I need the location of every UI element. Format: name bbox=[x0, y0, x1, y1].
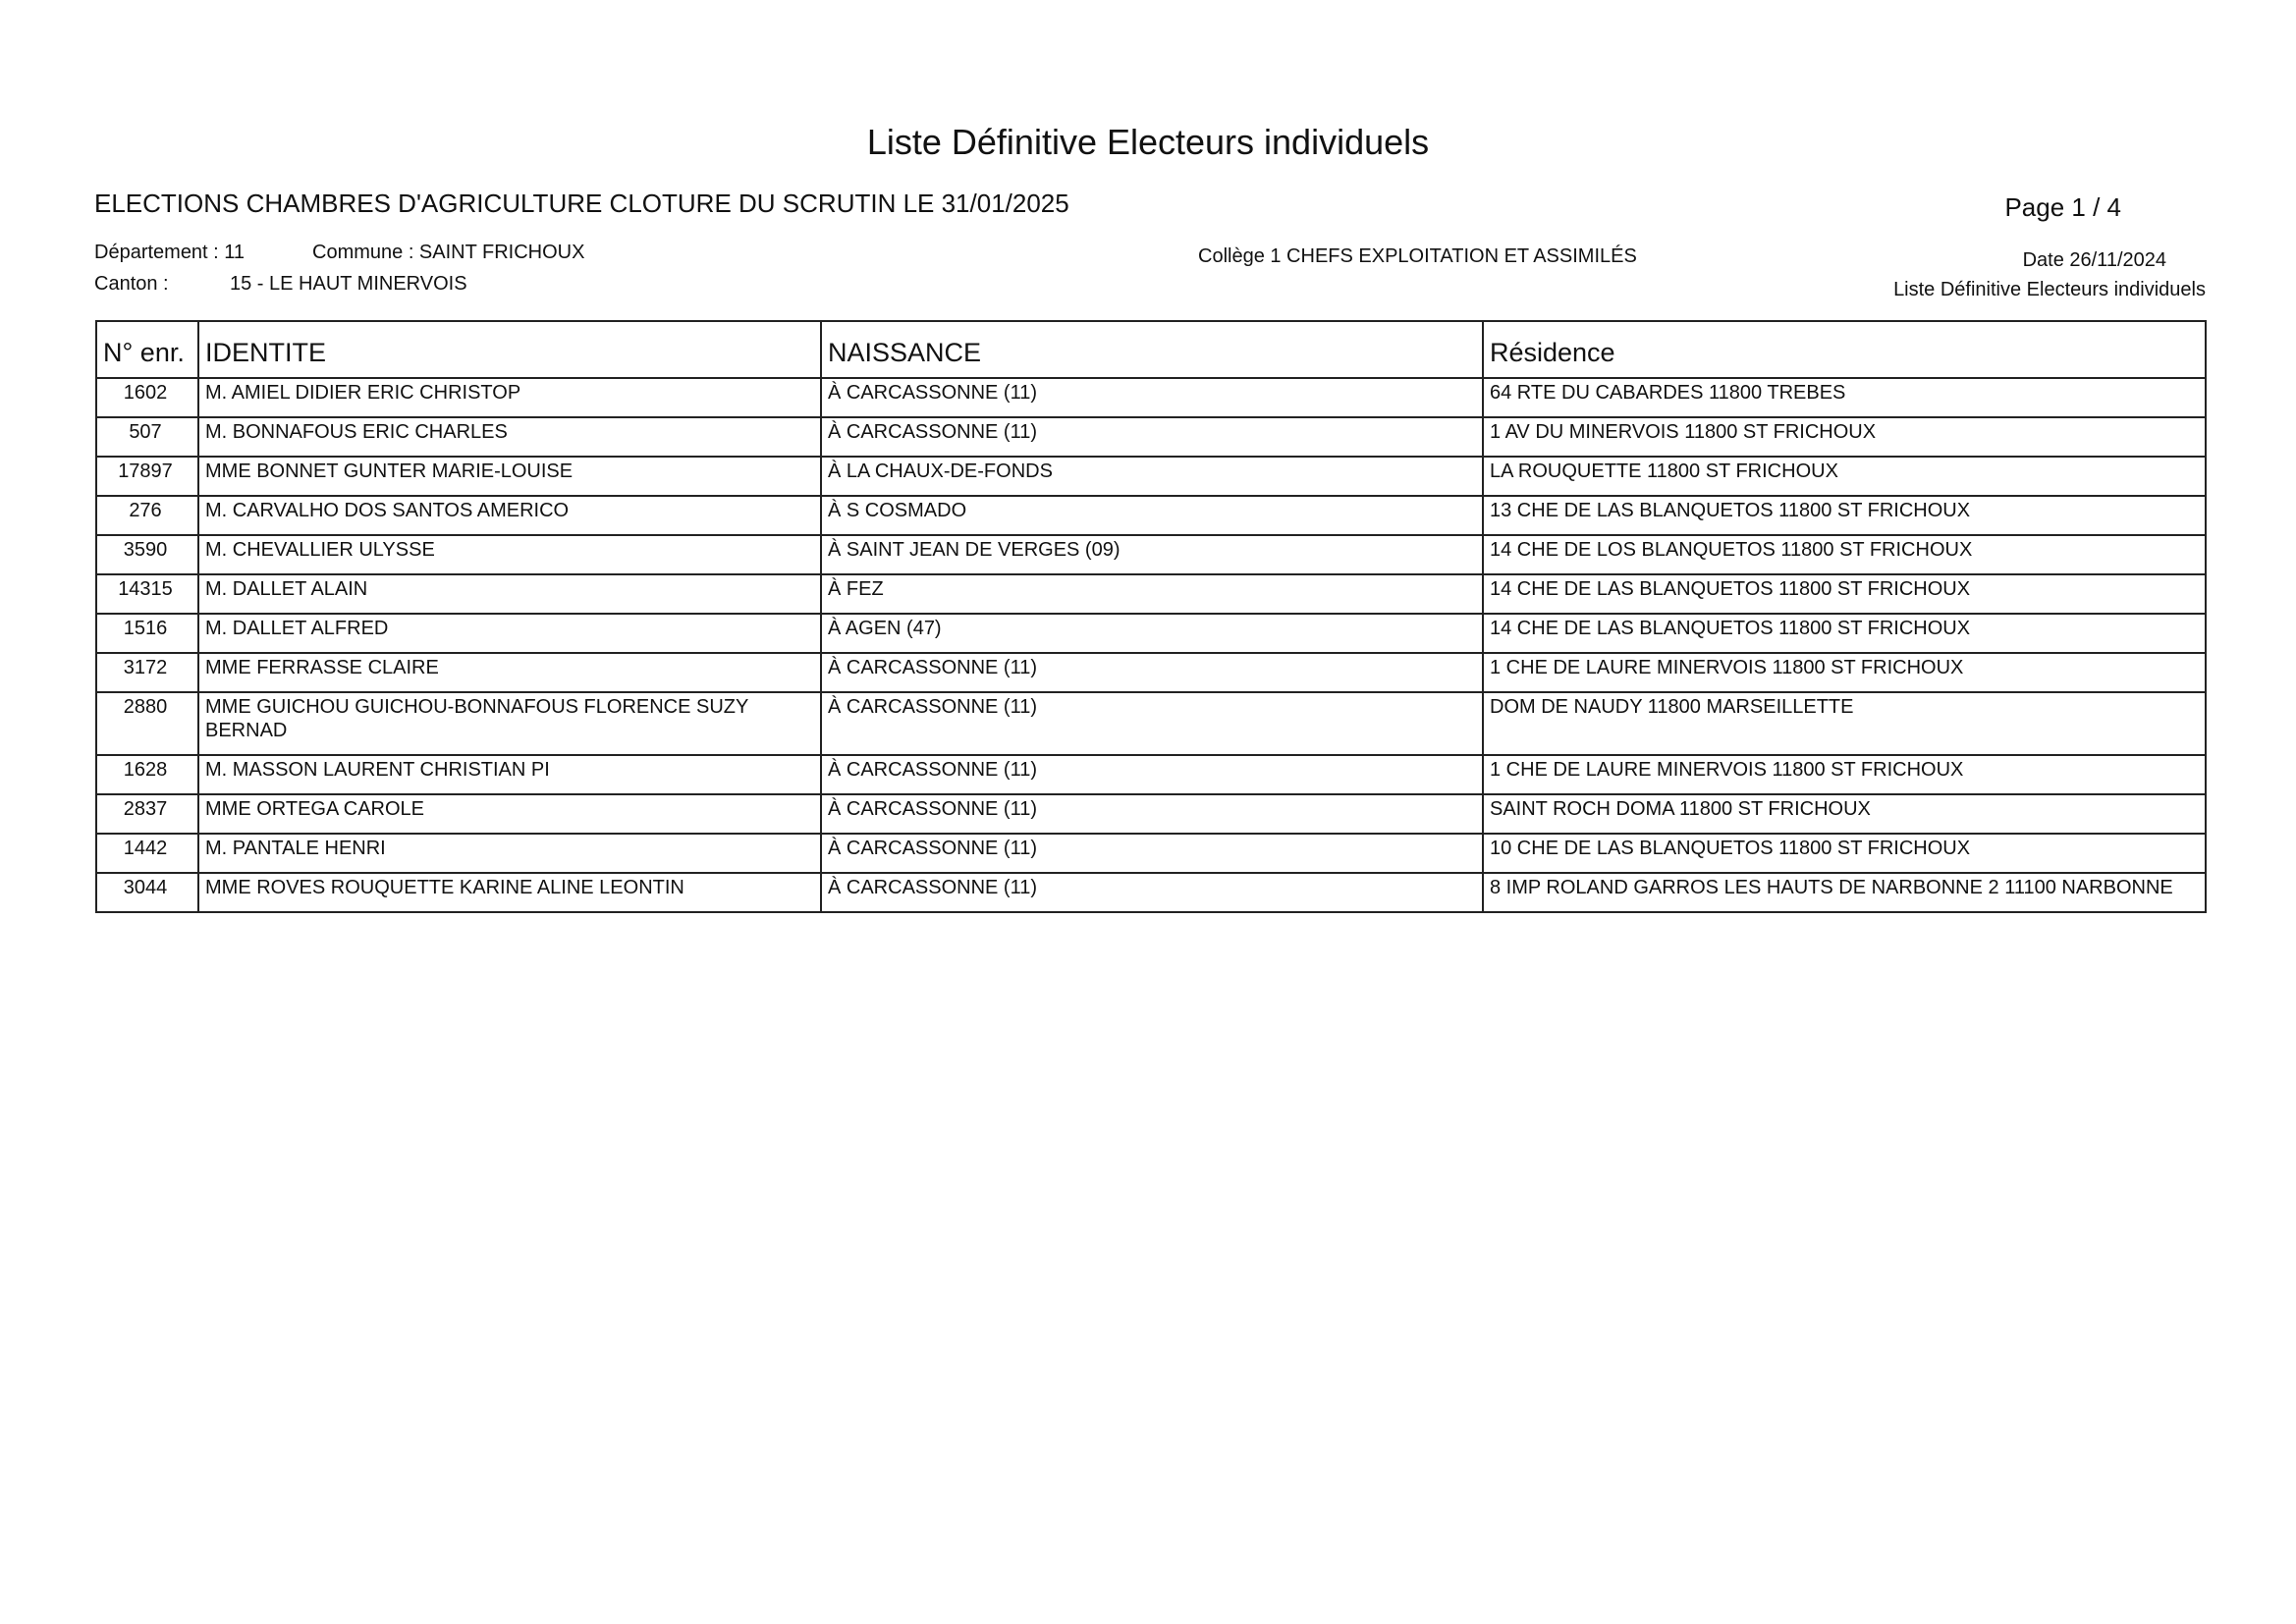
college-label: Collège 1 CHEFS EXPLOITATION ET ASSIMILÉS bbox=[1198, 245, 1637, 267]
cell-identite: M. DALLET ALFRED bbox=[198, 614, 821, 653]
table-row bbox=[96, 378, 2206, 417]
canton-value: 15 - LE HAUT MINERVOIS bbox=[230, 273, 467, 295]
cell-num: 3172 bbox=[96, 653, 198, 692]
table-row bbox=[96, 614, 2206, 653]
cell-naissance: À LA CHAUX-DE-FONDS bbox=[821, 457, 1483, 496]
header-residence: Résidence bbox=[1483, 321, 2206, 378]
table-row bbox=[96, 794, 2206, 834]
table-row bbox=[96, 692, 2206, 755]
cell-naissance: À CARCASSONNE (11) bbox=[821, 834, 1483, 873]
cell-residence: 8 IMP ROLAND GARROS LES HAUTS DE NARBONNE 2 11100 NARBONNE bbox=[1483, 873, 2206, 912]
cell-identite: MME BONNET GUNTER MARIE-LOUISE bbox=[198, 457, 821, 496]
table-row bbox=[96, 755, 2206, 794]
cell-naissance: À CARCASSONNE (11) bbox=[821, 417, 1483, 457]
cell-identite: M. CARVALHO DOS SANTOS AMERICO bbox=[198, 496, 821, 535]
cell-naissance: À SAINT JEAN DE VERGES (09) bbox=[821, 535, 1483, 574]
cell-num: 1442 bbox=[96, 834, 198, 873]
cell-num: 1602 bbox=[96, 378, 198, 417]
cell-residence: DOM DE NAUDY 11800 MARSEILLETTE bbox=[1483, 692, 2206, 755]
cell-residence: 10 CHE DE LAS BLANQUETOS 11800 ST FRICHOUX bbox=[1483, 834, 2206, 873]
table-header-row bbox=[96, 321, 2206, 378]
cell-residence: LA ROUQUETTE 11800 ST FRICHOUX bbox=[1483, 457, 2206, 496]
cell-residence: 14 CHE DE LAS BLANQUETOS 11800 ST FRICHOUX bbox=[1483, 614, 2206, 653]
cell-residence: 14 CHE DE LAS BLANQUETOS 11800 ST FRICHOUX bbox=[1483, 574, 2206, 614]
cell-num: 276 bbox=[96, 496, 198, 535]
cell-num: 1628 bbox=[96, 755, 198, 794]
commune-label: Commune : SAINT FRICHOUX bbox=[312, 242, 585, 263]
table-row bbox=[96, 535, 2206, 574]
cell-identite: MME ROVES ROUQUETTE KARINE ALINE LEONTIN bbox=[198, 873, 821, 912]
cell-identite: M. CHEVALLIER ULYSSE bbox=[198, 535, 821, 574]
cell-residence: 14 CHE DE LOS BLANQUETOS 11800 ST FRICHOUX bbox=[1483, 535, 2206, 574]
departement-label: Département : 11 bbox=[94, 242, 246, 263]
cell-naissance: À AGEN (47) bbox=[821, 614, 1483, 653]
cell-residence: 1 CHE DE LAURE MINERVOIS 11800 ST FRICHOUX bbox=[1483, 653, 2206, 692]
cell-num: 2837 bbox=[96, 794, 198, 834]
table-row bbox=[96, 457, 2206, 496]
cell-naissance: À CARCASSONNE (11) bbox=[821, 755, 1483, 794]
cell-identite: M. MASSON LAURENT CHRISTIAN PI bbox=[198, 755, 821, 794]
cell-identite: M. DALLET ALAIN bbox=[198, 574, 821, 614]
page-number: Page 1 / 4 bbox=[2004, 192, 2121, 222]
cell-residence: SAINT ROCH DOMA 11800 ST FRICHOUX bbox=[1483, 794, 2206, 834]
cell-identite: M. AMIEL DIDIER ERIC CHRISTOP bbox=[198, 378, 821, 417]
cell-residence: 1 CHE DE LAURE MINERVOIS 11800 ST FRICHOUX bbox=[1483, 755, 2206, 794]
cell-identite: M. PANTALE HENRI bbox=[198, 834, 821, 873]
cell-num: 2880 bbox=[96, 692, 198, 755]
cell-num: 17897 bbox=[96, 457, 198, 496]
cell-identite: MME ORTEGA CAROLE bbox=[198, 794, 821, 834]
header-identite: IDENTITE bbox=[198, 321, 821, 378]
cell-identite: MME GUICHOU GUICHOU-BONNAFOUS FLORENCE SUZY BERNAD bbox=[198, 692, 821, 755]
cell-num: 3044 bbox=[96, 873, 198, 912]
cell-num: 507 bbox=[96, 417, 198, 457]
header-num: N° enr. bbox=[96, 321, 198, 378]
table-row bbox=[96, 873, 2206, 912]
cell-naissance: À CARCASSONNE (11) bbox=[821, 692, 1483, 755]
cell-num: 14315 bbox=[96, 574, 198, 614]
table-body bbox=[96, 378, 2206, 912]
table-row bbox=[96, 417, 2206, 457]
cell-residence: 1 AV DU MINERVOIS 11800 ST FRICHOUX bbox=[1483, 417, 2206, 457]
table-row bbox=[96, 496, 2206, 535]
table-row bbox=[96, 653, 2206, 692]
table-row bbox=[96, 574, 2206, 614]
cell-num: 1516 bbox=[96, 614, 198, 653]
list-name: Liste Définitive Electeurs individuels bbox=[1893, 279, 2206, 300]
cell-naissance: À FEZ bbox=[821, 574, 1483, 614]
cell-naissance: À CARCASSONNE (11) bbox=[821, 378, 1483, 417]
page-title: Liste Définitive Electeurs individuels bbox=[866, 122, 1430, 162]
canton-label: Canton : bbox=[94, 273, 169, 295]
cell-identite: MME FERRASSE CLAIRE bbox=[198, 653, 821, 692]
cell-naissance: À S COSMADO bbox=[821, 496, 1483, 535]
table-row bbox=[96, 834, 2206, 873]
cell-naissance: À CARCASSONNE (11) bbox=[821, 873, 1483, 912]
cell-naissance: À CARCASSONNE (11) bbox=[821, 794, 1483, 834]
header-naissance: NAISSANCE bbox=[821, 321, 1483, 378]
cell-residence: 13 CHE DE LAS BLANQUETOS 11800 ST FRICHOUX bbox=[1483, 496, 2206, 535]
election-subtitle: ELECTIONS CHAMBRES D'AGRICULTURE CLOTURE DU SCRUTIN LE 31/01/2025 bbox=[94, 189, 1069, 218]
cell-residence: 64 RTE DU CABARDES 11800 TREBES bbox=[1483, 378, 2206, 417]
cell-identite: M. BONNAFOUS ERIC CHARLES bbox=[198, 417, 821, 457]
cell-naissance: À CARCASSONNE (11) bbox=[821, 653, 1483, 692]
print-date: Date 26/11/2024 bbox=[2022, 249, 2166, 271]
cell-num: 3590 bbox=[96, 535, 198, 574]
electors-table bbox=[95, 320, 2207, 913]
